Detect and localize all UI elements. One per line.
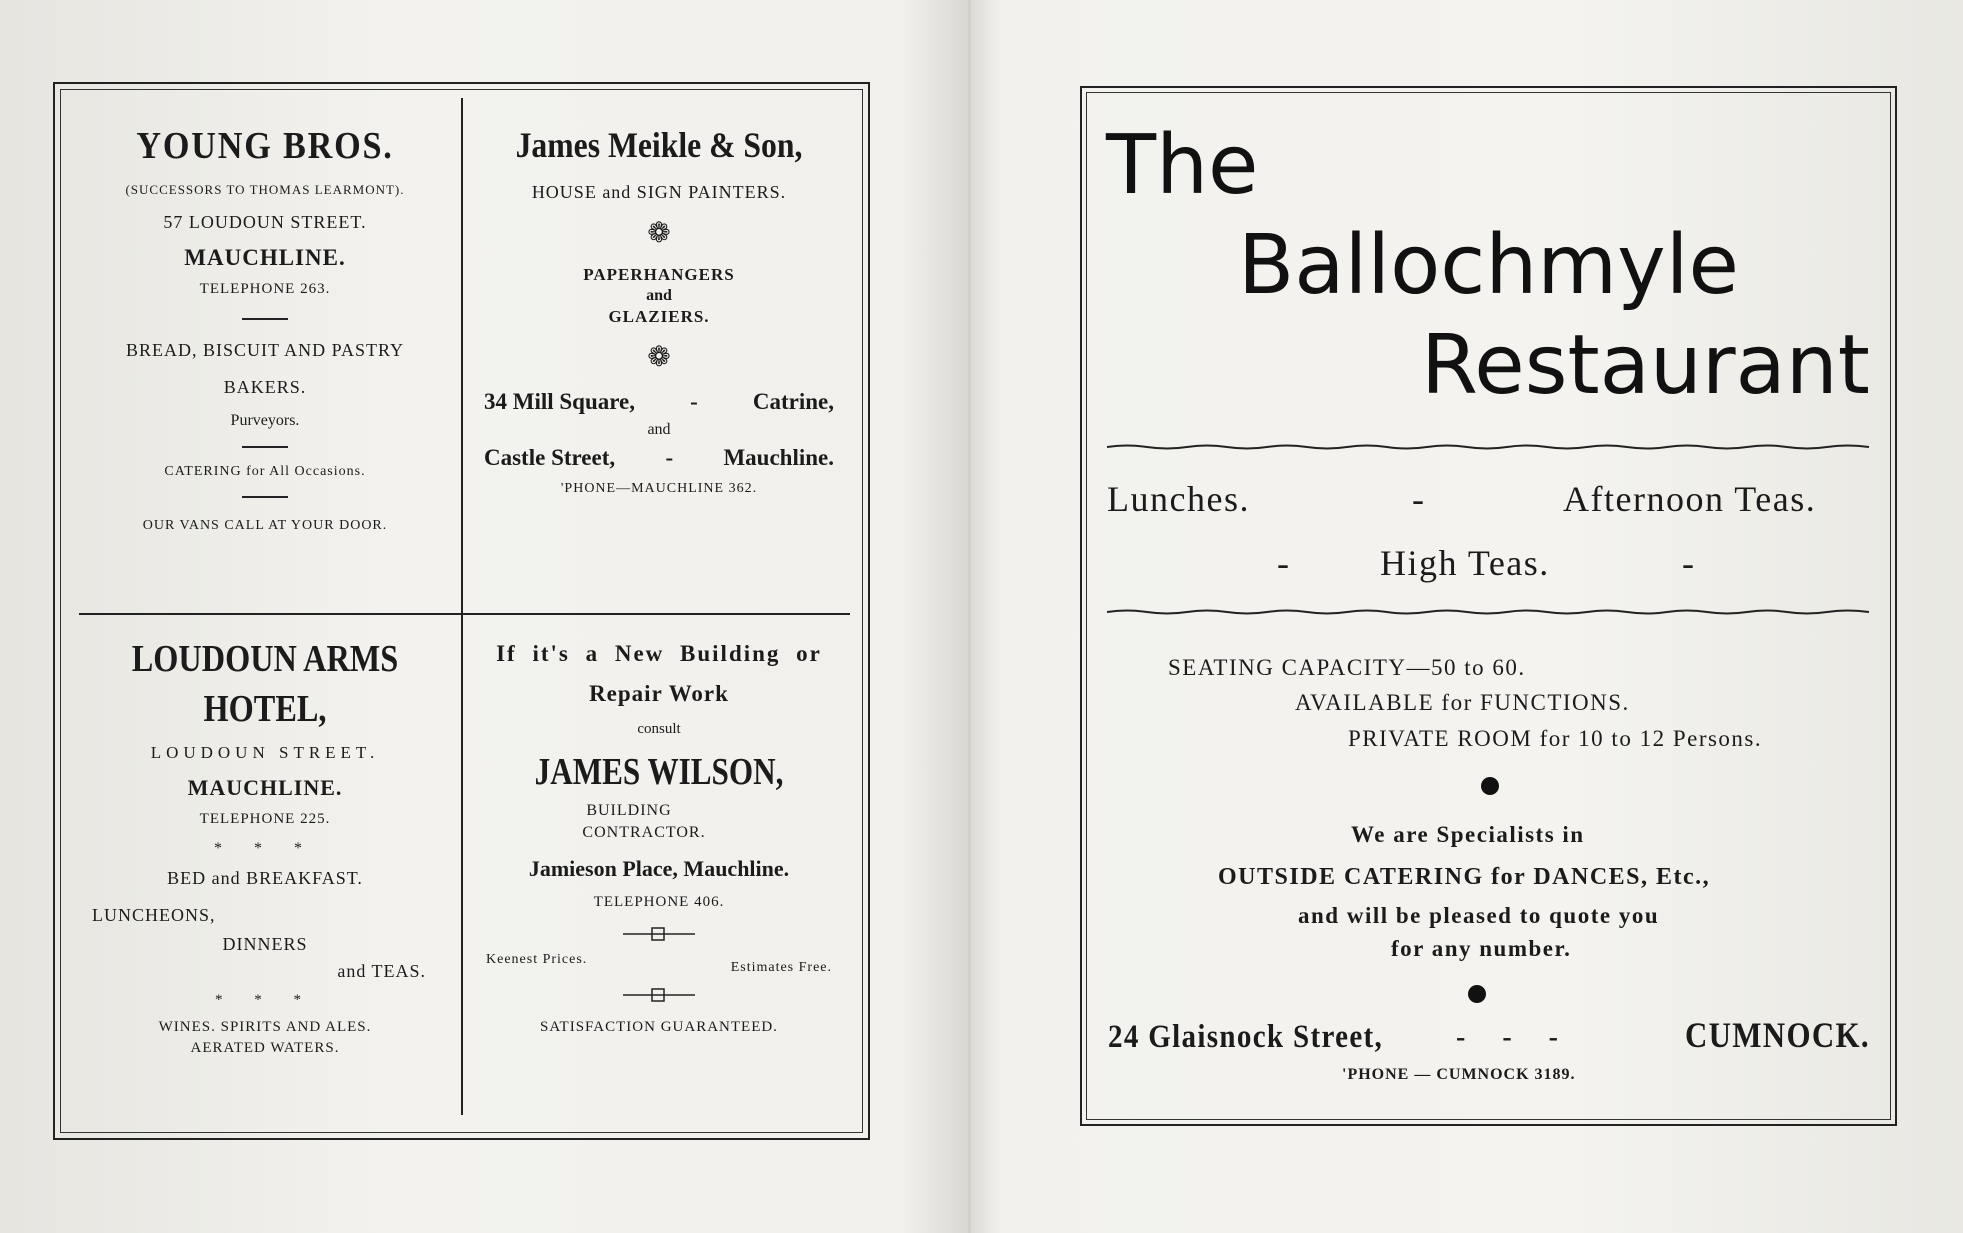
- james-meikle-and: and: [647, 421, 671, 438]
- young-bros-advert: [80, 110, 450, 534]
- outside-catering: OUTSIDE CATERING for DANCES, Etc.,: [1218, 864, 1711, 890]
- james-wilson-line1: If it's a New Building or: [496, 641, 822, 666]
- young-bros-catering: CATERING for All Occasions.: [164, 464, 366, 479]
- james-wilson-consult: consult: [637, 721, 681, 737]
- young-bros-trade2: BAKERS.: [223, 377, 307, 397]
- loudoun-arms-dinners: DINNERS: [222, 934, 308, 954]
- afternoon-teas: Afternoon Teas.: [1563, 479, 1817, 519]
- restaurant-title-the: The: [1106, 118, 1259, 213]
- high-teas: High Teas.: [1380, 543, 1550, 583]
- young-bros-vans: OUR VANS CALL AT YOUR DOOR.: [142, 518, 388, 533]
- flower-ornament-icon: ❁: [647, 342, 671, 373]
- pleased-to-quote: and will be pleased to quote you: [1298, 903, 1660, 928]
- restaurant-town: CUMNOCK.: [1685, 1015, 1870, 1055]
- james-meikle-address1: [470, 389, 848, 415]
- loudoun-arms-stars: * * *: [214, 840, 316, 857]
- rule: [242, 446, 288, 448]
- james-wilson-satisfaction: SATISFACTION GUARANTEED.: [540, 1019, 778, 1035]
- address2-right: Mauchline.: [723, 445, 834, 470]
- lunches: Lunches.: [1107, 479, 1250, 519]
- restaurant-title-restaurant: Restaurant: [1421, 318, 1870, 413]
- loudoun-arms-teas: and TEAS.: [337, 961, 426, 981]
- vertical-divider: [461, 98, 463, 1115]
- horizontal-divider: [79, 613, 850, 615]
- loudoun-arms-stars2: * * *: [215, 992, 315, 1008]
- james-wilson-advert: [470, 625, 848, 1036]
- young-bros-address: 57 LOUDOUN STREET.: [163, 212, 367, 232]
- young-bros-trade3: Purveyors.: [230, 412, 300, 429]
- loudoun-arms-advert: [80, 625, 450, 1057]
- james-meikle-address2: [470, 445, 848, 471]
- loudoun-arms-telephone: TELEPHONE 225.: [199, 811, 331, 827]
- james-wilson-address: Jamieson Place, Mauchline.: [528, 856, 790, 881]
- available-functions: AVAILABLE for FUNCTIONS.: [1295, 690, 1630, 715]
- james-meikle-paper3: GLAZIERS.: [608, 307, 710, 326]
- james-meikle-paper2: and: [646, 287, 672, 304]
- restaurant-phone: 'PHONE — CUMNOCK 3189.: [1342, 1066, 1576, 1083]
- james-wilson-name: JAMES WILSON,: [534, 751, 784, 793]
- loudoun-arms-aerated: AERATED WATERS.: [190, 1040, 340, 1056]
- address2-dash: -: [665, 445, 674, 470]
- young-bros-successors: (SUCCESSORS TO THOMAS LEARMONT).: [125, 182, 405, 197]
- estimates-free: Estimates Free.: [730, 960, 832, 975]
- loudoun-arms-wines: WINES. SPIRITS AND ALES.: [158, 1019, 372, 1035]
- rule: [242, 318, 288, 320]
- wavy-rule-icon: [1107, 443, 1869, 451]
- specialists: We are Specialists in: [1351, 822, 1585, 847]
- address1-left: 34 Mill Square,: [484, 389, 636, 414]
- young-bros-town: MAUCHLINE.: [184, 245, 346, 270]
- ornament-rule-icon: [619, 925, 699, 943]
- loudoun-arms-name1: LOUDOUN ARMS: [131, 638, 399, 680]
- address1-right: Catrine,: [752, 389, 834, 414]
- bullet-dot-icon: [1468, 985, 1486, 1003]
- james-wilson-trade2: CONTRACTOR.: [582, 824, 706, 841]
- dash: -: [1682, 543, 1696, 583]
- private-room: PRIVATE ROOM for 10 to 12 Persons.: [1348, 726, 1763, 751]
- james-wilson-line2: Repair Work: [589, 681, 729, 706]
- rule: [242, 496, 288, 498]
- address2-left: Castle Street,: [484, 445, 616, 470]
- young-bros-telephone: TELEPHONE 263.: [199, 281, 331, 297]
- dash: -: [1412, 479, 1426, 519]
- loudoun-arms-bed: BED and BREAKFAST.: [167, 868, 363, 888]
- james-wilson-telephone: TELEPHONE 406.: [593, 894, 725, 910]
- james-wilson-trade1: BUILDING: [586, 802, 672, 819]
- james-wilson-prices-row: [470, 952, 848, 976]
- keenest-prices: Keenest Prices.: [486, 952, 588, 967]
- any-number: for any number.: [1391, 936, 1572, 961]
- james-meikle-phone: 'PHONE—MAUCHLINE 362.: [560, 481, 758, 496]
- bullet-dot-icon: [1481, 777, 1499, 795]
- wavy-rule-icon: [1107, 608, 1869, 616]
- loudoun-arms-luncheons: LUNCHEONS,: [92, 905, 216, 925]
- loudoun-arms-name2: HOTEL,: [203, 688, 327, 730]
- loudoun-arms-town: MAUCHLINE.: [187, 775, 343, 800]
- flower-ornament-icon: ❁: [647, 218, 671, 249]
- james-meikle-trade: HOUSE and SIGN PAINTERS.: [531, 182, 787, 202]
- page-gutter: [968, 0, 971, 1233]
- seating-capacity: SEATING CAPACITY—50 to 60.: [1168, 655, 1526, 680]
- ornament-rule-icon: [619, 986, 699, 1004]
- james-meikle-paper1: PAPERHANGERS: [583, 265, 735, 284]
- young-bros-name: YOUNG BROS.: [136, 125, 394, 167]
- james-meikle-advert: [470, 110, 848, 497]
- address1-dash: -: [690, 389, 698, 414]
- young-bros-trade1: BREAD, BISCUIT AND PASTRY: [125, 340, 405, 360]
- street-dashes: - - -: [1456, 1022, 1562, 1053]
- restaurant-street: 24 Glaisnock Street,: [1108, 1019, 1384, 1055]
- loudoun-arms-street: LOUDOUN STREET.: [150, 743, 380, 762]
- james-meikle-name: James Meikle & Son,: [515, 125, 803, 165]
- dash: -: [1277, 543, 1291, 583]
- restaurant-title-name: Ballochmyle: [1238, 218, 1739, 313]
